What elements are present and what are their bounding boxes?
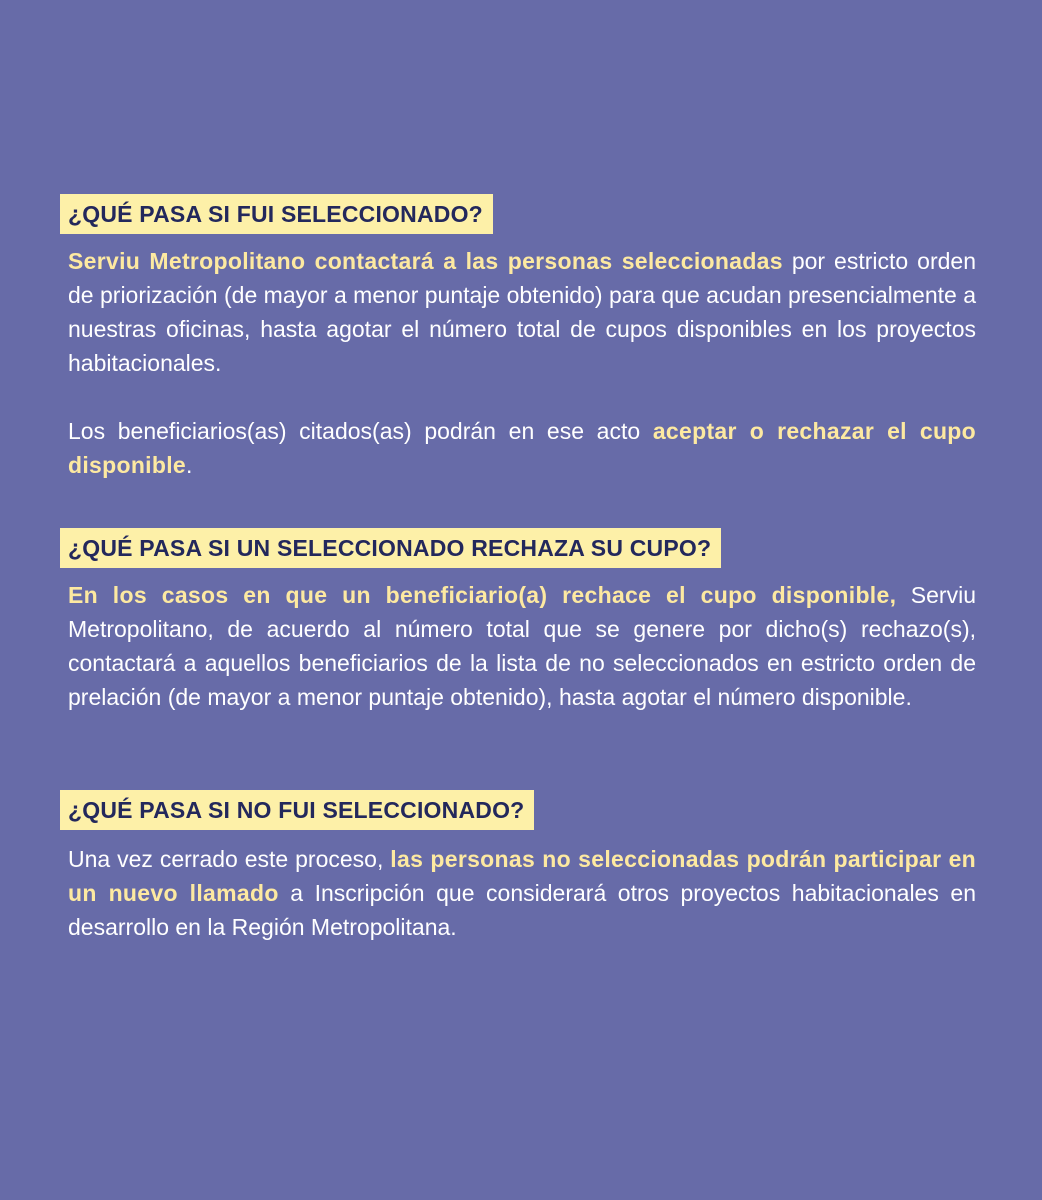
section-rejects	[68, 528, 976, 714]
highlighted-text: las personas no seleccionadas podrán participar en un nuevo llamado	[68, 846, 977, 906]
section-paragraph	[68, 842, 976, 944]
section-paragraph	[68, 578, 976, 714]
body-text: a Inscripción que considerará otros proyectos habitacionales en desarrollo en la Región Metropolitana.	[68, 880, 976, 940]
section-paragraph	[68, 244, 976, 380]
body-text: Los beneficiarios(as) citados(as) podrán en ese acto	[68, 418, 653, 444]
body-text: Una vez cerrado este proceso,	[68, 846, 391, 872]
section-selected	[68, 194, 976, 482]
section-heading: ¿QUÉ PASA SI NO FUI SELECCIONADO?	[60, 790, 534, 830]
section-paragraph	[68, 414, 976, 482]
highlighted-text: aceptar o rechazar el cupo disponible	[68, 418, 976, 478]
section-heading: ¿QUÉ PASA SI FUI SELECCIONADO?	[60, 194, 493, 234]
section-not-selected	[68, 790, 976, 944]
body-text: .	[186, 452, 193, 478]
body-text: Serviu Metropolitano, de acuerdo al número total que se genere por dicho(s) rechazo(s), contactará a aquellos beneficiarios de la lista de no seleccionados en estricto orden de prelación (de mayor a menor puntaje obtenido), hasta agotar el número disponible.	[68, 582, 976, 710]
body-text: por estricto orden de priorización (de mayor a menor puntaje obtenido) para que acudan presencialmente a nuestras oficinas, hasta agotar el número total de cupos disponibles en los proyectos habitacionales.	[68, 248, 977, 376]
section-heading: ¿QUÉ PASA SI UN SELECCIONADO RECHAZA SU CUPO?	[60, 528, 721, 568]
highlighted-text: En los casos en que un beneficiario(a) rechace el cupo disponible,	[68, 582, 897, 608]
highlighted-text: Serviu Metropolitano contactará a las personas seleccionadas	[68, 248, 783, 274]
